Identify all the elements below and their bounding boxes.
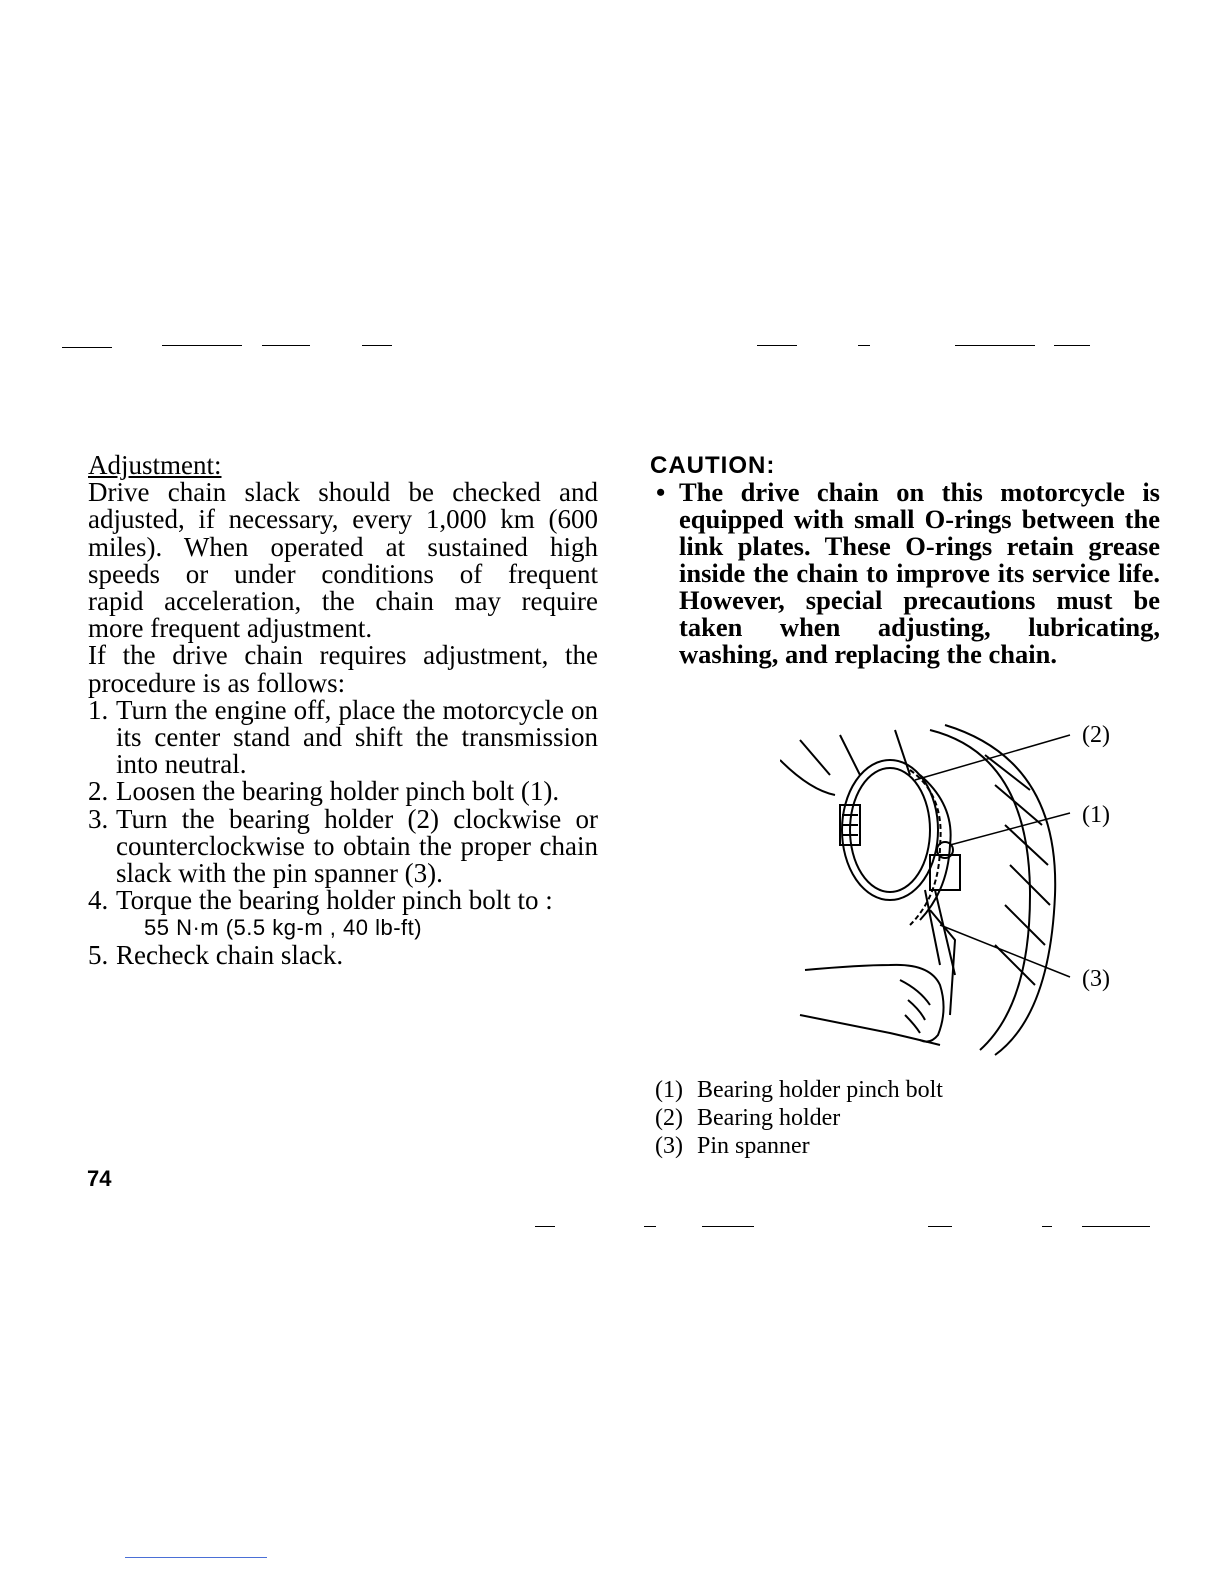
procedure-intro: If the drive chain requires adjustment, the procedure is as follows: [88, 640, 598, 698]
intro-line: speeds or under conditions of frequent [88, 558, 598, 589]
intro-line: more frequent adjustment. [88, 613, 373, 644]
step-item [88, 803, 598, 889]
scan-line [162, 345, 242, 346]
callout-label-2: (2) [1082, 722, 1110, 748]
step-text: Turn the bearing holder (2) clockwise or counterclockwise to obtain the proper chain slack with the pin spanner (3). [116, 803, 598, 889]
bottom-link-line [125, 1557, 267, 1558]
step-text: Loosen the bearing holder pinch bolt (1). [116, 776, 560, 807]
page-number: 74 [87, 1166, 112, 1191]
callout-label-3: (3) [1082, 966, 1110, 992]
scan-line [1042, 1226, 1052, 1227]
scan-line [955, 345, 1035, 346]
step-text: Torque the bearing holder pinch bolt to : [116, 885, 553, 916]
callout-line-2 [915, 735, 1070, 780]
legend-label: Bearing holder pinch bolt [697, 1077, 943, 1103]
adjustment-section [88, 452, 598, 969]
intro-line: adjusted, if necessary, every 1,000 km (600 [88, 504, 598, 535]
procedure-steps-final [88, 939, 598, 970]
legend-key: (1) [655, 1077, 683, 1103]
scan-line [928, 1226, 952, 1227]
legend-label: Bearing holder [697, 1105, 841, 1131]
intro-paragraph [88, 479, 598, 642]
scan-line [262, 345, 310, 346]
caution-title: CAUTION: [650, 452, 776, 479]
callout-label-1: (1) [1082, 802, 1110, 828]
step-number: 2. [88, 776, 109, 807]
scan-line [535, 1226, 555, 1227]
caution-text: The drive chain on this motorcycle is equipped with small O-rings between the link plates. These O-rings retain grease inside the chain to improve its service life. However, special precautions must be taken when adjusting, lubricating, washing, and replacing the chain. [679, 477, 1160, 669]
legend-key: (2) [655, 1105, 683, 1131]
caution-section [650, 452, 1160, 668]
legend-label: Pin spanner [697, 1133, 810, 1159]
legend-row [655, 1104, 943, 1132]
figure-legend [655, 1076, 943, 1160]
step-number: 5. [88, 939, 109, 970]
callout-line-3 [940, 925, 1070, 977]
scan-line [858, 345, 870, 346]
step-item [88, 778, 598, 805]
chain-adjustment-illustration [780, 715, 1120, 1060]
step-item [88, 939, 598, 970]
step-text: Recheck chain slack. [116, 939, 344, 970]
step-number: 1. [88, 694, 109, 725]
step-text: Turn the engine off, place the motorcycle on its center stand and shift the transmission into neutral. [116, 694, 598, 780]
intro-line: Drive chain slack should be checked and [88, 477, 598, 508]
step-number: 4. [88, 885, 109, 916]
legend-key: (3) [655, 1133, 683, 1159]
scan-line [757, 345, 797, 346]
legend-row [655, 1132, 943, 1160]
intro-line: miles). When operated at sustained high [88, 531, 598, 562]
step-item [88, 887, 598, 914]
caution-body [650, 479, 1160, 668]
intro-line: rapid acceleration, the chain may require [88, 586, 598, 617]
scan-line [1054, 345, 1090, 346]
torque-spec: 55 N·m (5.5 kg-m , 40 lb-ft) [144, 915, 423, 941]
scan-line [1082, 1226, 1150, 1227]
step-item [88, 694, 598, 780]
bullet-icon: • [656, 477, 666, 507]
scan-line [62, 347, 112, 348]
scan-line [644, 1226, 656, 1227]
scan-line [362, 345, 392, 346]
legend-row [655, 1076, 943, 1104]
step-number: 3. [88, 803, 109, 834]
scan-line [702, 1226, 754, 1227]
section-heading: Adjustment: [88, 450, 222, 480]
procedure-steps [88, 694, 598, 916]
